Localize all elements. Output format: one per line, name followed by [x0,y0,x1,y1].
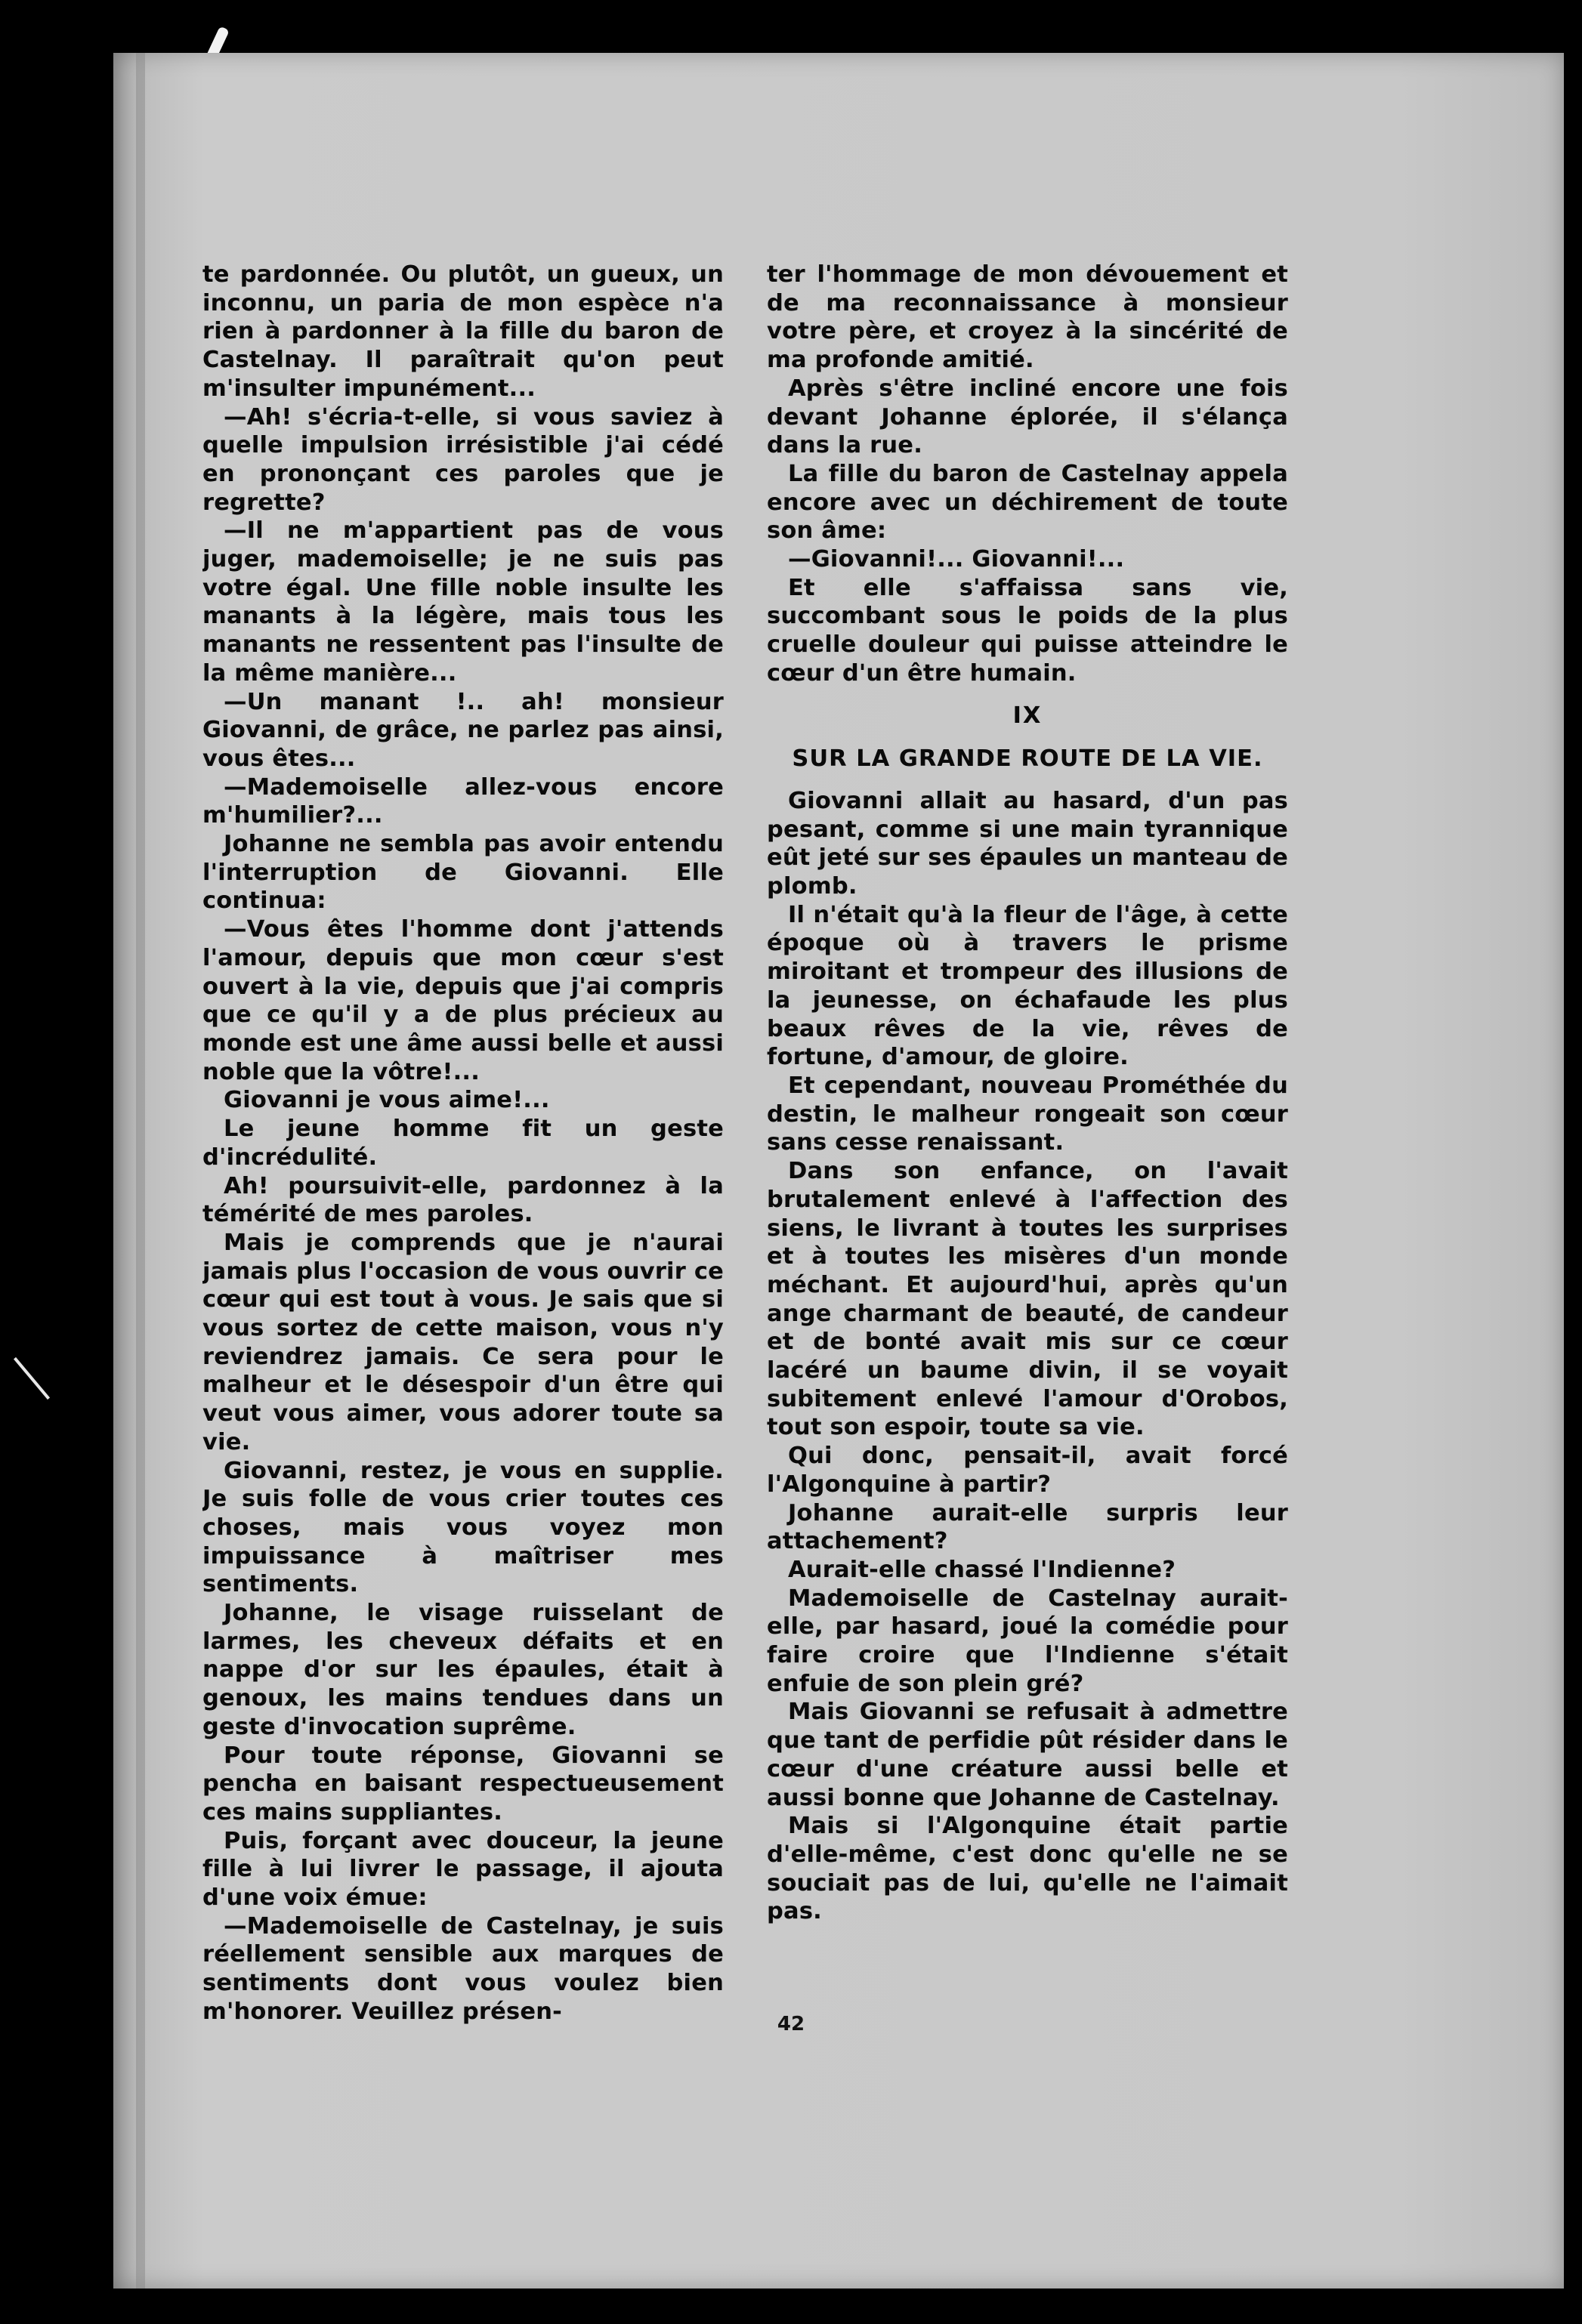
page-number: 42 [777,2013,805,2035]
paragraph: —Mademoiselle allez-vous encore m'humilier?... [202,773,724,829]
paragraph: ter l'hommage de mon dévouement et de ma reconnaissance à monsieur votre père, et croyez à la sincérité de ma profonde amitié. [767,261,1288,374]
paragraph: Johanne aurait-elle surpris leur attachement? [767,1499,1288,1555]
paragraph: —Ah! s'écria-t-elle, si vous saviez à quelle impulsion irrésistible j'ai cédé en prononçant ces paroles que je regrette? [202,403,724,516]
paragraph: —Un manant !.. ah! monsieur Giovanni, de grâce, ne parlez pas ainsi, vous êtes... [202,688,724,772]
paragraph: Et elle s'affaissa sans vie, succombant sous le poids de la plus cruelle douleur qui puisse atteindre le cœur d'un être humain. [767,574,1288,687]
paragraph: Mais Giovanni se refusait à admettre que tant de perfidie pût résider dans le cœur d'une créature aussi belle et aussi bonne que Johanne de Castelnay. [767,1699,1288,1811]
paragraph: La fille du baron de Castelnay appela encore avec un déchirement de toute son âme: [767,460,1288,545]
paragraph: Mademoiselle de Castelnay aurait-elle, par hasard, joué la comédie pour faire croire que l'Indienne s'était enfuie de son plein gré? [767,1585,1288,1697]
text-column-right [767,261,1288,2043]
paragraph: Puis, forçant avec douceur, la jeune fille à lui livrer le passage, il ajouta d'une voix émue: [202,1827,724,1912]
paragraph: —Il ne m'appartient pas de vous juger, mademoiselle; je ne suis pas votre égal. Une fille noble insulte les manants à la légère, mais tous les manants ne ressentent pas l'insulte de la même manière... [202,517,724,687]
chapter-title: SUR LA GRANDE ROUTE DE LA VIE. [792,745,1263,773]
paragraph: Giovanni allait au hasard, d'un pas pesant, comme si une main tyrannique eût jeté sur ses épaules un manteau de plomb. [767,787,1288,900]
paragraph: —Vous êtes l'homme dont j'attends l'amour, depuis que mon cœur s'est ouvert à la vie, depuis que j'ai compris que ce qu'il y a de plus précieux au monde est une âme aussi belle et aussi noble que la vôtre!... [202,916,724,1085]
paragraph: Aurait-elle chassé l'Indienne? [788,1556,1176,1583]
paragraph: Johanne ne sembla pas avoir entendu l'interruption de Giovanni. Elle continua: [202,831,724,915]
paragraph: Giovanni, restez, je vous en supplie. Je suis folle de vous crier toutes ces choses, mais vous voyez mon impuissance à maîtriser mes sentiments. [202,1457,724,1598]
paragraph: Pour toute réponse, Giovanni se pencha en baisant respectueusement ces mains suppliantes. [202,1742,724,1826]
scan-artifact-mark [14,1357,50,1400]
chapter-number: IX [1012,702,1043,729]
paragraph: Il n'était qu'à la fleur de l'âge, à cette époque où à travers le prisme miroitant et trompeur des illusions de la jeunesse, on échafaude les plus beaux rêves de la vie, rêves de fortune, d'amour, de gloire. [767,901,1288,1071]
paragraph: —Giovanni!... Giovanni!... [788,546,1125,573]
paragraph: Ah! poursuivit-elle, pardonnez à la témérité de mes paroles. [202,1172,724,1228]
paragraph: Giovanni je vous aime!... [224,1087,550,1114]
paragraph: Johanne, le visage ruisselant de larmes, les cheveux défaits et en nappe d'or sur les épaules, était à genoux, les mains tendues dans un geste d'invocation suprême. [202,1600,724,1740]
paragraph: Mais je comprends que je n'aurai jamais plus l'occasion de vous ouvrir ce cœur qui est tout à vous. Je sais que si vous sortez de cette maison, vous n'y reviendrez jamais. Ce sera pour le malheur et le désespoir d'un être qui veut vous aimer, vous adorer toute sa vie. [202,1229,724,1455]
page-gutter [136,53,145,2289]
paragraph: Qui donc, pensait-il, avait forcé l'Algonquine à partir? [767,1443,1288,1498]
paragraph: Le jeune homme fit un geste d'incrédulité. [202,1116,724,1171]
paragraph: te pardonnée. Ou plutôt, un gueux, un inconnu, un paria de mon espèce n'a rien à pardonner à la fille du baron de Castelnay. Il paraîtrait qu'on peut m'insulter impunément... [202,261,724,402]
paragraph: Mais si l'Algonquine était partie d'elle-même, c'est donc qu'elle ne se souciait pas de lui, qu'elle ne l'aimait pas. [767,1813,1288,1925]
text-column-left [202,261,724,2043]
paragraph: —Mademoiselle de Castelnay, je suis réellement sensible aux marques de sentiments dont vous voulez bien m'honorer. Veuillez présen- [202,1912,724,2025]
paragraph: Après s'être incliné encore une fois devant Johanne éplorée, il s'élança dans la rue. [767,375,1288,459]
paragraph: Et cependant, nouveau Prométhée du destin, le malheur rongeait son cœur sans cesse renaissant. [767,1072,1288,1156]
paragraph: Dans son enfance, on l'avait brutalement enlevé à l'affection des siens, le livrant à toutes les surprises et à toutes les misères d'un monde méchant. Et aujourd'hui, après qu'un ange charmant de beauté, de candeur et de bonté avait mis sur ce cœur lacéré un baume divin, il se voyait subitement enlevé l'amour d'Orobos, tout son espoir, toute sa vie. [767,1158,1288,1441]
